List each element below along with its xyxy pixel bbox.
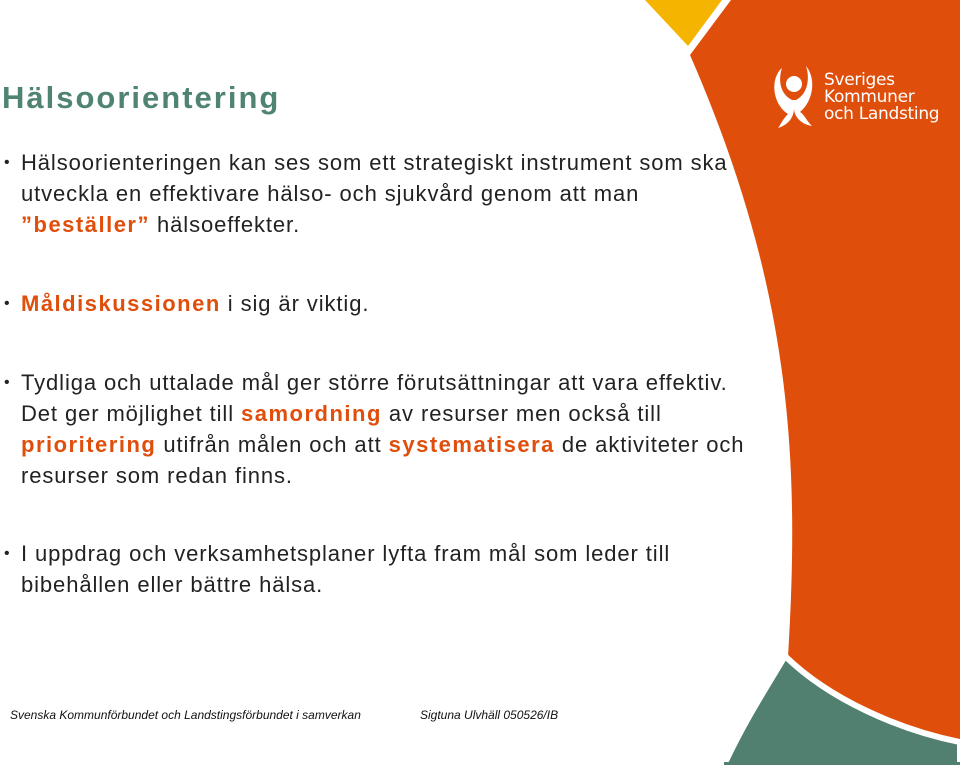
bullet-list <box>0 147 760 600</box>
skl-emblem-icon <box>770 64 816 130</box>
logo-line: och Landsting <box>824 103 940 124</box>
bullet-item <box>0 367 760 491</box>
logo-text <box>824 69 940 124</box>
text: Hälsoorienteringen kan ses som ett strategiskt instrument som ska utveckla en effektivare hälso- och sjukvård genom att man <box>21 150 728 206</box>
text: hälsoeffekter. <box>150 212 301 237</box>
skl-logo <box>770 64 939 130</box>
highlight-text: samordning <box>241 401 382 426</box>
footer-reference: Sigtuna Ulvhäll 050526/IB <box>420 708 559 722</box>
text: utifrån målen och att <box>156 432 389 457</box>
text: de aktiviteter och resurser som redan finns. <box>21 432 745 488</box>
text: Tydliga och uttalade mål ger större förutsättningar att vara effektiv. Det ger möjlighet till <box>21 370 728 426</box>
highlight-text: ”beställer” <box>21 212 150 237</box>
highlight-text: prioritering <box>21 432 157 457</box>
bullet-item <box>0 147 760 240</box>
slide-title: Hälsoorientering <box>2 80 281 115</box>
logo-line: Kommuner <box>824 86 915 107</box>
text: av resurser men också till <box>381 401 662 426</box>
text: i sig är viktig. <box>220 291 370 316</box>
logo-line: Sveriges <box>824 69 895 90</box>
text: I uppdrag och verksamhetsplaner lyfta fram mål som leder till bibehållen eller bättre hälsa. <box>21 541 671 597</box>
bullet-item <box>0 288 760 319</box>
bullet-item <box>0 538 760 600</box>
highlight-text: Måldiskussionen <box>21 291 221 316</box>
highlight-text: systematisera <box>388 432 555 457</box>
footer-organization: Svenska Kommunförbundet och Landstingsförbundet i samverkan <box>10 708 361 722</box>
